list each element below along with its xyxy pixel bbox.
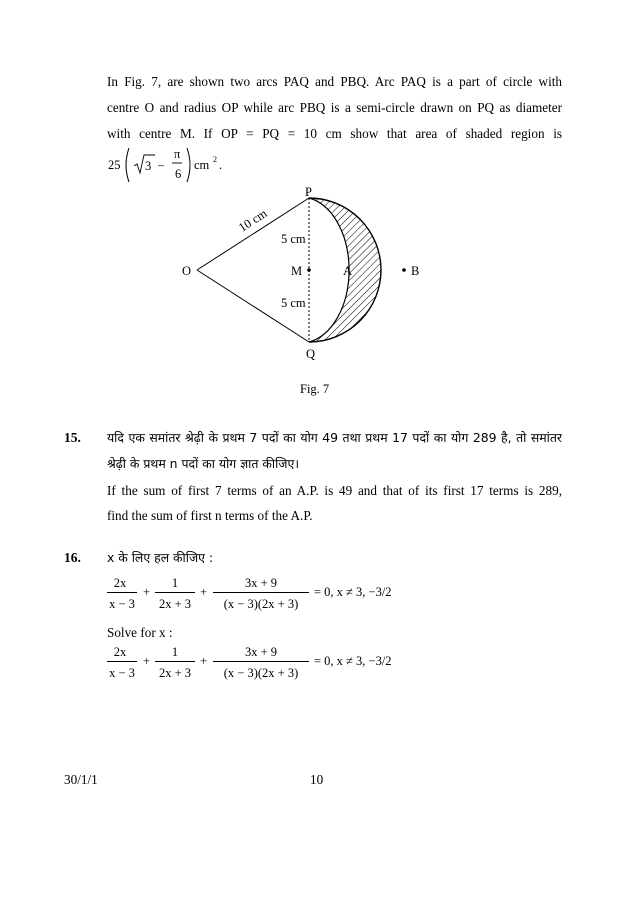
formula-coefficient: 25 [108, 158, 121, 172]
eq1-rhs: = 0, x ≠ 3, −3/2 [314, 585, 392, 599]
formula-denominator: 6 [175, 167, 182, 181]
label-pm-length: 5 cm [281, 232, 306, 246]
eq2-t1-den: x − 3 [109, 666, 135, 680]
q15-english-line-2: find the sum of first n terms of the A.P. [107, 508, 313, 523]
eq1-t1-num: 2x [113, 576, 127, 590]
q16-english-instruction: Solve for x : [107, 625, 173, 640]
point-m [307, 268, 311, 272]
q15-hindi-line-1: यदि एक समांतर श्रेढ़ी के प्रथम 7 पदों का योग 49 तथा प्रथम 17 पदों का योग 289 है, तो समांतर [107, 430, 562, 445]
label-m: M [291, 264, 303, 278]
q14-line-1: In Fig. 7, are shown two arcs PAQ and PBQ. Arc PAQ is a part of circle with [107, 74, 562, 89]
q14-line-2: centre O and radius OP while arc PBQ is a semi-circle drawn on PQ as diameter [107, 100, 562, 115]
eq2-rhs: = 0, x ≠ 3, −3/2 [314, 654, 392, 668]
label-b: B [411, 264, 420, 278]
q16-number: 16. [64, 550, 81, 565]
q16-equation-english [105, 644, 395, 684]
eq1-t2-num: 1 [171, 576, 179, 590]
eq2-t3-den: (x − 3)(2x + 3) [223, 666, 299, 680]
eq1-plus-2: + [200, 585, 208, 599]
eq1-t1-den: x − 3 [109, 597, 135, 611]
label-p: P [305, 185, 312, 199]
formula-exponent: 2 [213, 155, 217, 164]
formula-unit: cm [194, 158, 210, 172]
eq2-t2-den: 2x + 3 [158, 666, 192, 680]
eq1-t2-den: 2x + 3 [158, 597, 192, 611]
eq1-t3-den: (x − 3)(2x + 3) [223, 597, 299, 611]
eq2-t3-num: 3x + 9 [244, 645, 278, 659]
point-b [402, 268, 406, 272]
footer-paper-code: 30/1/1 [64, 772, 98, 787]
formula-pi: π [174, 147, 181, 161]
eq2-t1-num: 2x [113, 645, 127, 659]
eq1-plus-1: + [143, 585, 151, 599]
label-mq-length: 5 cm [281, 296, 306, 310]
q14-line-3: with centre M. If OP = PQ = 10 cm show that area of shaded region is [107, 126, 562, 141]
formula-period: . [219, 158, 223, 172]
q16-hindi-instruction: x के लिए हल कीजिए : [107, 550, 214, 565]
label-o: O [182, 264, 192, 278]
q15-english-line-1: If the sum of first 7 terms of an A.P. is 49 and that of its first 17 terms is 289, [107, 483, 562, 498]
eq2-plus-2: + [200, 654, 208, 668]
eq1-t3-num: 3x + 9 [244, 576, 278, 590]
q15-hindi-line-2: श्रेढ़ी के प्रथम n पदों का योग ज्ञात कीजिए। [107, 456, 300, 471]
q16-equation-hindi [105, 575, 395, 615]
eq2-t2-num: 1 [171, 645, 179, 659]
formula-minus: – [158, 158, 165, 172]
label-op-length: 10 cm [236, 206, 270, 235]
formula-radicand: 3 [145, 159, 152, 173]
label-a: A [343, 264, 353, 278]
figure-caption: Fig. 7 [300, 382, 330, 396]
q15-number: 15. [64, 430, 81, 445]
eq2-plus-1: + [143, 654, 151, 668]
label-q: Q [306, 347, 316, 361]
footer-page-number: 10 [310, 772, 324, 787]
